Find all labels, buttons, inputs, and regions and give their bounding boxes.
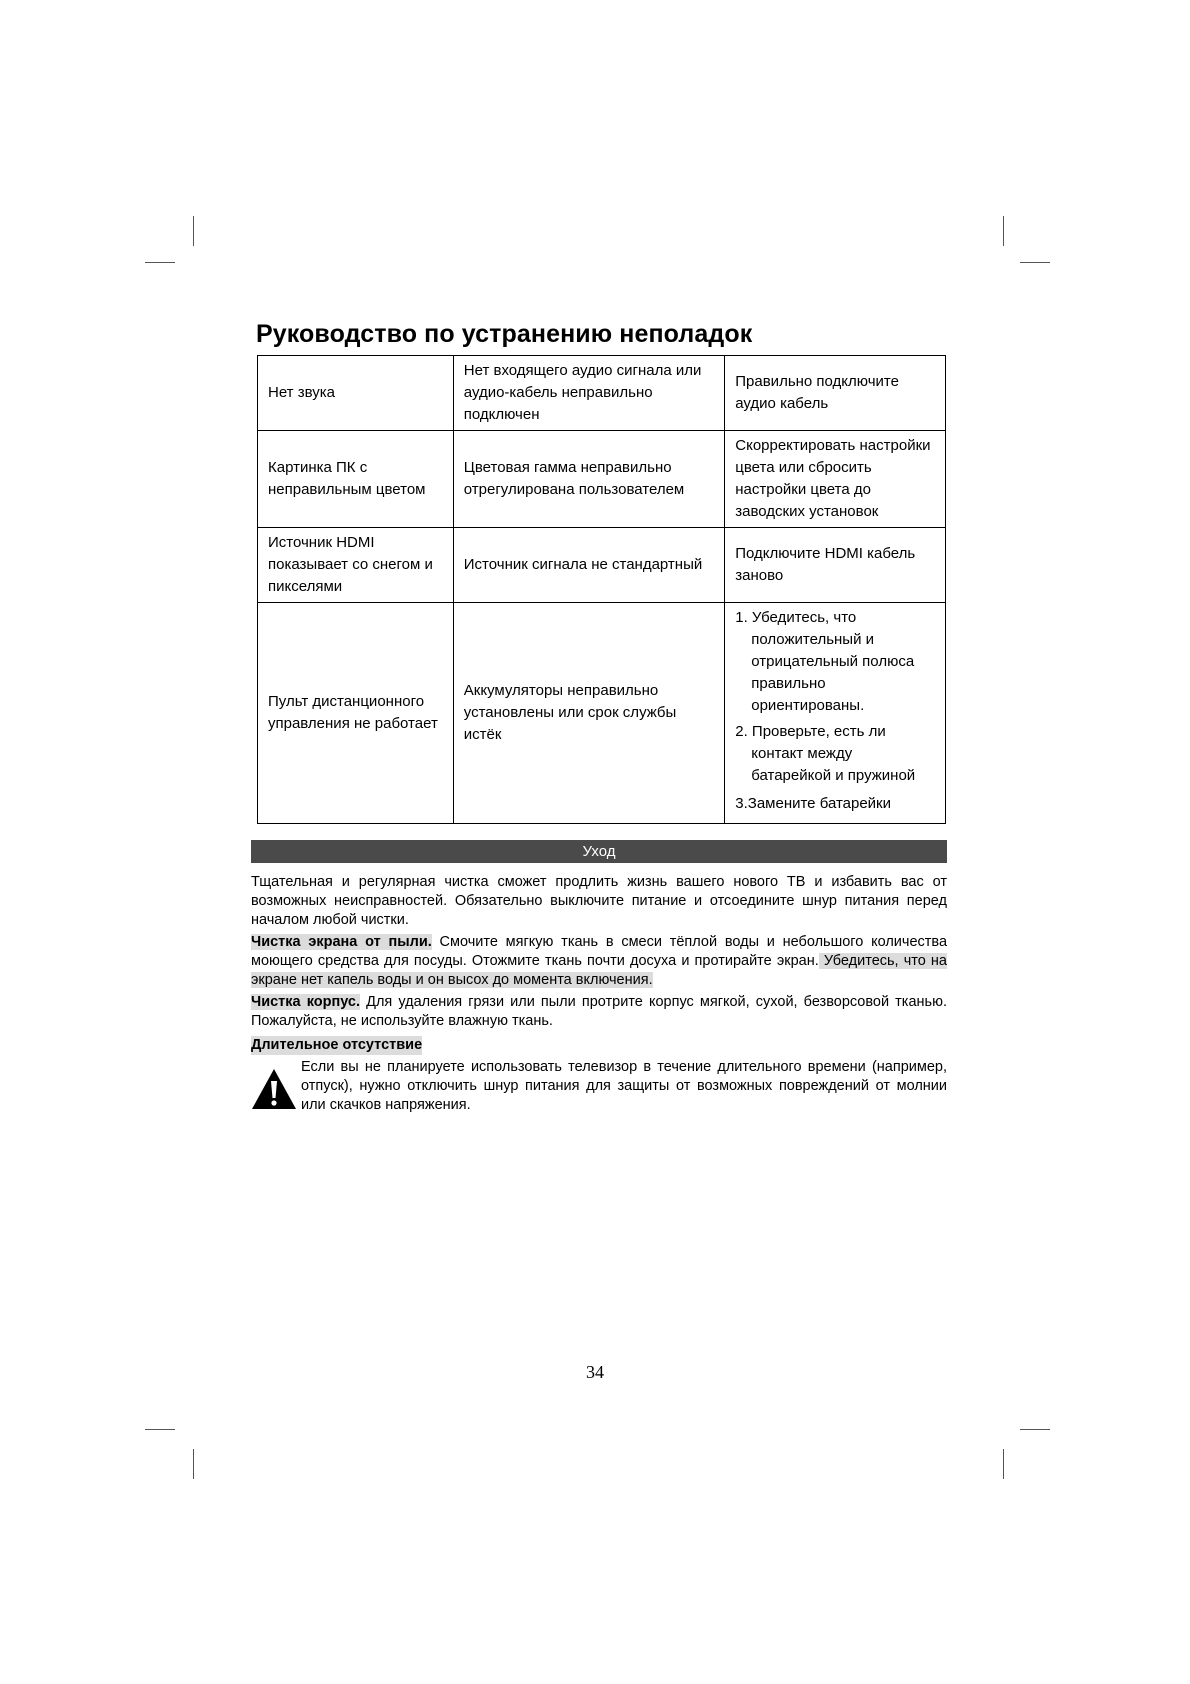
- cause-cell: Нет входящего аудио сигнала или аудио-кабель неправильно подключен: [453, 356, 724, 431]
- crop-mark: [1020, 1429, 1050, 1430]
- body-cleaning-label: Чистка корпус.: [251, 994, 361, 1010]
- troubleshooting-table: [257, 355, 946, 824]
- crop-mark: [1003, 1449, 1004, 1479]
- solution-item: 2. Проверьте, есть ли контакт между батарейкой и пружиной: [735, 723, 916, 784]
- cause-cell: Источник сигнала не стандартный: [453, 528, 724, 603]
- table-row: [258, 431, 946, 528]
- crop-mark: [1003, 216, 1004, 246]
- body-cleaning-text: Для удаления грязи или пыли протрите корпус мягкой, сухой, безворсовой тканью. Пожалуйста, не используйте влажную ткань.: [251, 994, 947, 1029]
- body-cleaning-paragraph: [251, 993, 947, 1031]
- care-intro: Тщательная и регулярная чистка сможет продлить жизнь вашего нового ТВ и избавить вас от возможных неисправностей. Обязательно выключите питание и отсоедините шнур питания перед началом любой чистки.: [251, 874, 947, 928]
- crop-mark: [193, 1449, 194, 1479]
- solution-cell: Правильно подключите аудио кабель: [725, 356, 946, 431]
- care-section-heading: Уход: [251, 840, 947, 863]
- care-section: [251, 873, 947, 1116]
- problem-cell: Нет звука: [258, 356, 454, 431]
- screen-cleaning-text-2: Убедитесь, что на экране нет капель воды и он высох до момента включения.: [251, 953, 947, 988]
- solution-item: 1. Убедитесь, что положительный и отрицательный полюса правильно ориентированы.: [735, 609, 915, 714]
- problem-cell: Картинка ПК с неправильным цветом: [258, 431, 454, 528]
- cause-cell: Аккумуляторы неправильно установлены или срок службы истёк: [453, 603, 724, 824]
- page-number: 34: [586, 1362, 604, 1382]
- solution-list: [735, 607, 935, 815]
- screen-cleaning-paragraph: [251, 933, 947, 990]
- solution-cell: Скорректировать настройки цвета или сбросить настройки цвета до заводских установок: [725, 431, 946, 528]
- screen-cleaning-text: Смочите мягкую ткань в смеси тёплой воды и небольшого количества моющего средства для посуды. Отожмите ткань почти досуха и протирайте экран.: [251, 934, 948, 969]
- crop-mark: [145, 1429, 175, 1430]
- table-row: [258, 528, 946, 603]
- screen-cleaning-label: Чистка экрана от пыли.: [251, 934, 432, 950]
- absence-text: Если вы не планируете использовать телевизор в течение длительного времени (например, отпуск), нужно отключить шнур питания для защиты от возможных повреждений от молнии или скачков напряжения.: [301, 1059, 947, 1113]
- solution-cell: Подключите HDMI кабель заново: [725, 528, 946, 603]
- absence-heading: Длительное отсутствие: [251, 1037, 423, 1053]
- crop-mark: [145, 262, 175, 263]
- absence-warning: [251, 1058, 947, 1116]
- solution-cell: [725, 603, 946, 824]
- problem-cell: Источник HDMI показывает со снегом и пикселями: [258, 528, 454, 603]
- cause-cell: Цветовая гамма неправильно отрегулирована пользователем: [453, 431, 724, 528]
- solution-item: 3.Замените батарейки: [735, 795, 891, 812]
- table-row: [258, 603, 946, 824]
- problem-cell: Пульт дистанционного управления не работает: [258, 603, 454, 824]
- warning-triangle-icon: [251, 1058, 301, 1116]
- page-title: Руководство по устранению неполадок: [256, 320, 753, 348]
- crop-mark: [193, 216, 194, 246]
- crop-mark: [1020, 262, 1050, 263]
- table-row: [258, 356, 946, 431]
